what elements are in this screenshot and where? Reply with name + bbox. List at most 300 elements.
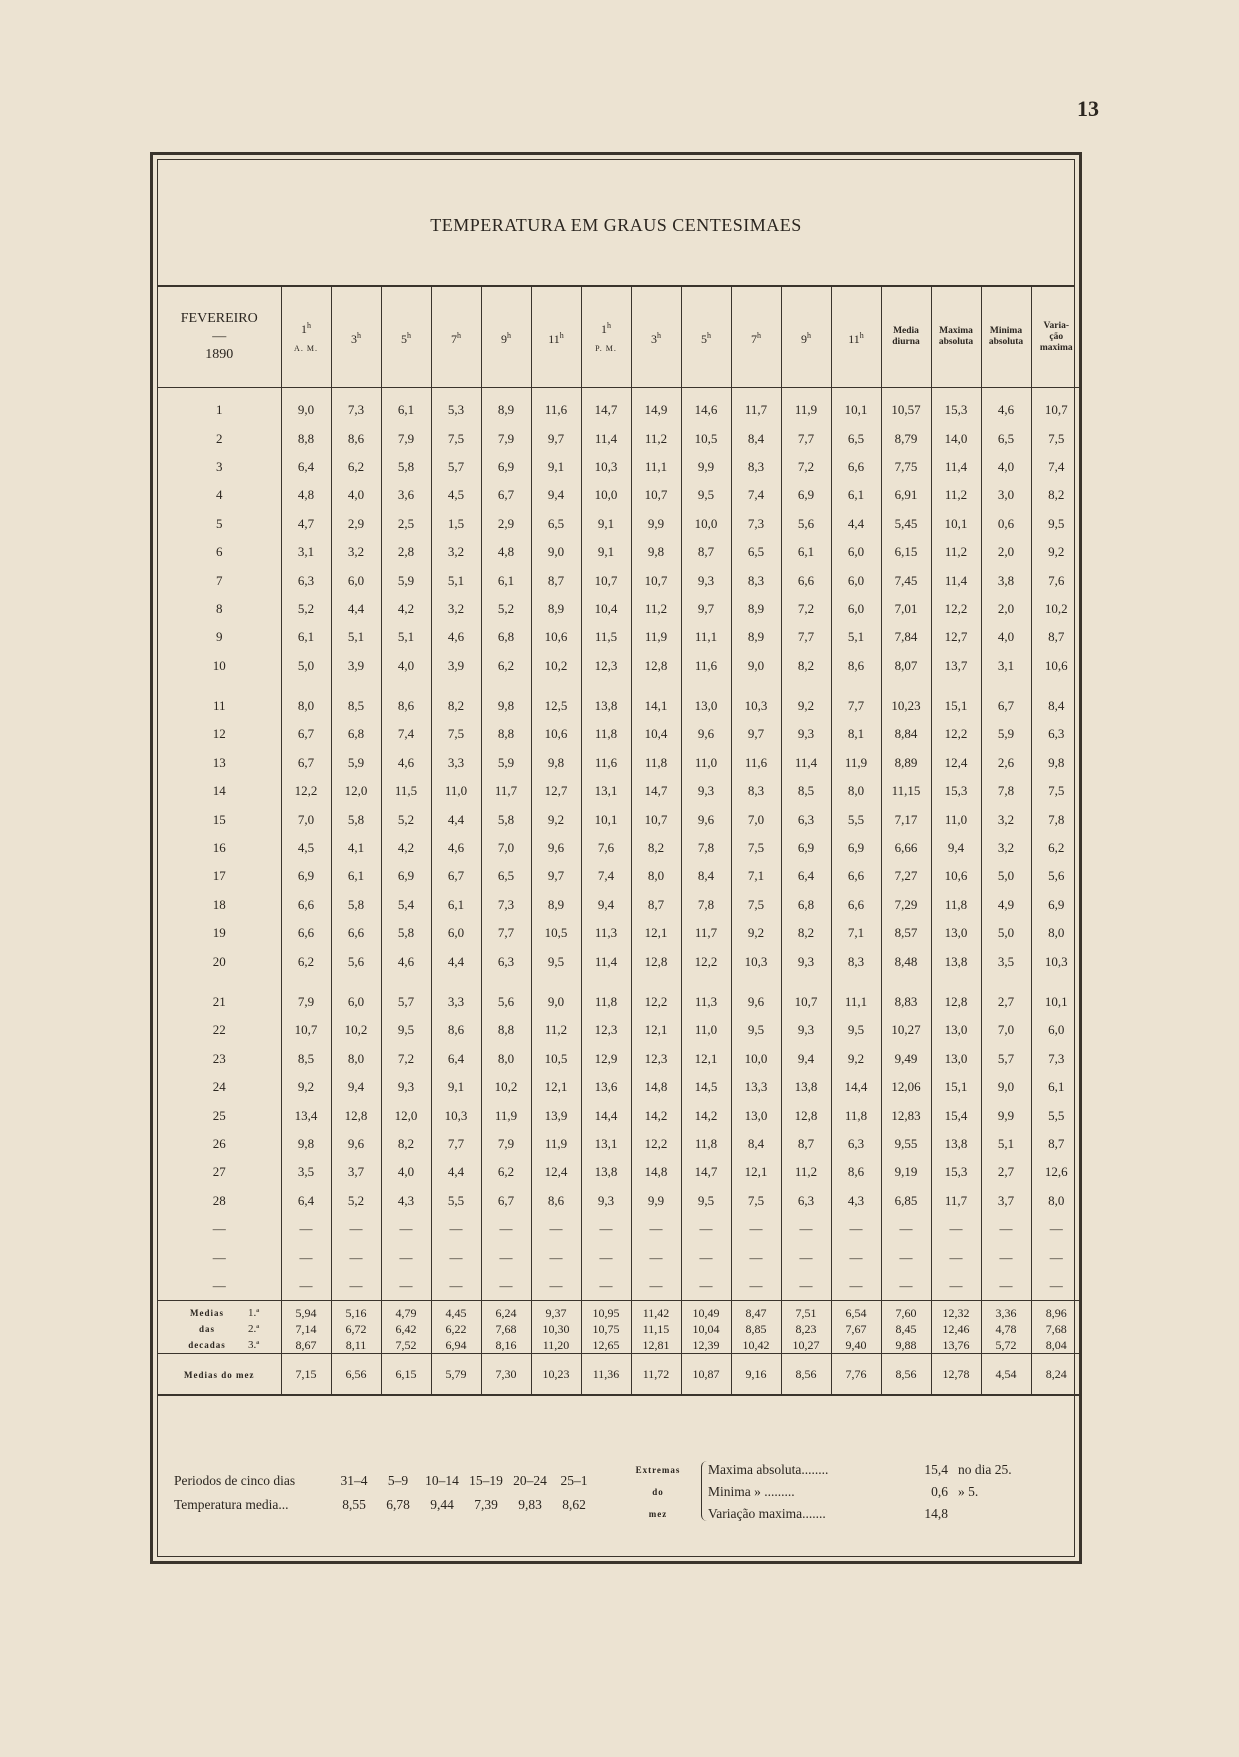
value-cell: 2,6 [981,749,1031,777]
value-cell: 4,0 [381,1158,431,1186]
value-cell: 7,5 [431,720,481,748]
value-cell: 2,0 [981,595,1031,623]
value-cell: 8,79 [881,424,931,452]
value-cell: 3,9 [431,652,481,680]
value-cell: 9,4 [531,481,581,509]
value-cell: 5,1 [331,623,381,651]
value-cell: 5,2 [481,595,531,623]
value-cell: 9,3 [381,1073,431,1101]
value-cell: 7,4 [731,481,781,509]
mez-value: 8,56 [781,1354,831,1396]
decada-value: 12,81 [631,1337,681,1354]
value-cell: — [581,1272,631,1301]
minima-absoluta-header [981,287,1031,388]
value-cell: 9,2 [281,1073,331,1101]
value-cell: 14,1 [631,692,681,720]
value-cell: 9,3 [781,720,831,748]
spacer-cell [581,388,631,397]
value-cell: — [631,1215,681,1243]
table-row [158,777,1081,805]
table-row [158,1272,1081,1301]
value-cell: 10,2 [1031,595,1081,623]
decada-row [158,1337,1081,1354]
value-cell: — [1031,1272,1081,1301]
spacer-cell [781,680,831,692]
value-cell: 14,0 [931,424,981,452]
decada-value: 4,45 [431,1301,481,1322]
mez-value: 10,87 [681,1354,731,1396]
value-cell: 4,0 [981,623,1031,651]
value-cell: 9,3 [781,1016,831,1044]
extrema-note: » 5. [958,1484,979,1499]
value-cell: 11,7 [731,396,781,424]
value-cell: 7,0 [481,834,531,862]
value-cell: 8,3 [731,777,781,805]
value-cell: 9,5 [831,1016,881,1044]
value-cell: 12,6 [1031,1158,1081,1186]
value-cell: — [681,1272,731,1301]
value-cell: 7,7 [781,623,831,651]
value-cell: 12,2 [281,777,331,805]
hour-suffix: h [357,330,361,340]
value-cell: 7,1 [731,862,781,890]
value-cell: 6,8 [331,720,381,748]
decada-value: 12,32 [931,1301,981,1322]
value-cell: — [381,1243,431,1271]
decada-label-cell [158,1321,281,1337]
table-row [158,1187,1081,1215]
decada-value: 10,95 [581,1301,631,1322]
value-cell: 10,2 [331,1016,381,1044]
value-cell: 6,1 [331,862,381,890]
value-cell: 11,8 [631,749,681,777]
value-cell: 7,7 [481,919,531,947]
periods-label: Periodos de cinco dias [174,1473,296,1488]
value-cell: 8,4 [731,424,781,452]
header-row [158,287,1081,388]
spacer-cell [881,680,931,692]
value-cell: 5,8 [381,453,431,481]
value-cell: 9,6 [681,805,731,833]
value-cell: 9,6 [331,1130,381,1158]
spacer-cell [681,388,731,397]
period-range: 10–14 [425,1473,459,1488]
value-cell: 3,9 [331,652,381,680]
value-cell: 10,1 [1031,988,1081,1016]
day-cell: 27 [212,1164,226,1180]
value-cell: 6,3 [481,947,531,975]
table-row [158,1158,1081,1186]
day-cell: 3 [216,458,223,474]
value-cell: 9,8 [481,692,531,720]
value-cell: 6,8 [781,891,831,919]
value-cell: 5,1 [431,566,481,594]
value-cell: — [481,1272,531,1301]
value-cell: 6,9 [781,834,831,862]
decada-value: 11,42 [631,1301,681,1322]
value-cell: 11,4 [781,749,831,777]
value-cell: 12,4 [931,749,981,777]
decada-value: 10,75 [581,1321,631,1337]
value-cell: 13,0 [731,1101,781,1129]
value-cell: 6,6 [831,862,881,890]
decada-value: 7,68 [481,1321,531,1337]
hour-suffix: h [657,330,661,340]
value-cell: 8,7 [1031,623,1081,651]
media-diurna-header-line: Media [893,326,919,336]
value-cell: 15,3 [931,777,981,805]
decada-value: 7,51 [781,1301,831,1322]
value-cell: 12,2 [931,720,981,748]
value-cell: 3,0 [981,481,1031,509]
period-range: 5–9 [387,1473,409,1488]
extremas-list [708,1459,1088,1525]
value-cell: 12,9 [581,1045,631,1073]
table-row [158,538,1081,566]
value-cell: 4,6 [381,749,431,777]
value-cell: 9,9 [981,1101,1031,1129]
value-cell: 3,3 [431,988,481,1016]
value-cell: 6,0 [1031,1016,1081,1044]
value-cell: 12,0 [381,1101,431,1129]
value-cell: 5,2 [381,805,431,833]
value-cell: 10,0 [681,510,731,538]
value-cell: 4,4 [431,1158,481,1186]
hour-label: 7 [751,331,757,346]
value-cell: 7,9 [481,424,531,452]
value-cell: 8,2 [781,652,831,680]
mez-value: 8,56 [881,1354,931,1396]
value-cell: 11,9 [831,749,881,777]
spacer-cell [481,976,531,988]
day-cell: — [212,1249,226,1265]
extrema-note [948,1503,1078,1525]
value-cell: 6,3 [281,566,331,594]
value-cell: — [631,1272,681,1301]
value-cell: 14,4 [581,1101,631,1129]
table-row [158,623,1081,651]
value-cell: 12,1 [531,1073,581,1101]
value-cell: 7,0 [281,805,331,833]
value-cell: 11,8 [831,1101,881,1129]
value-cell: 6,9 [831,834,881,862]
minima-absoluta-header-line: Minima [989,326,1023,336]
value-cell: 12,1 [681,1045,731,1073]
value-cell: 9,8 [631,538,681,566]
value-cell: 13,0 [681,692,731,720]
hour-header [831,287,881,388]
mez-value: 4,54 [981,1354,1031,1396]
value-cell: — [1031,1215,1081,1243]
day-cell: 16 [212,840,226,856]
spacer-cell [781,976,831,988]
value-cell: 10,7 [631,805,681,833]
value-cell: 7,3 [481,891,531,919]
value-cell: 8,8 [281,424,331,452]
value-cell: 3,2 [431,538,481,566]
decada-value: 6,24 [481,1301,531,1322]
spacer-cell [281,388,331,397]
value-cell: 10,7 [581,566,631,594]
value-cell: 10,1 [581,805,631,833]
value-cell: 8,4 [1031,692,1081,720]
decada-value: 6,94 [431,1337,481,1354]
value-cell: 4,7 [281,510,331,538]
value-cell: 9,3 [681,566,731,594]
value-cell: 11,5 [381,777,431,805]
spacer-cell [531,976,581,988]
value-cell: — [1031,1243,1081,1271]
extrema-label: Maxima absoluta........ [708,1462,829,1477]
value-cell: 9,5 [731,1016,781,1044]
value-cell: 6,1 [1031,1073,1081,1101]
value-cell: 4,8 [281,481,331,509]
decada-value: 9,37 [531,1301,581,1322]
decada-value: 10,27 [781,1337,831,1354]
mez-label-cell [158,1354,281,1396]
spacer-cell [431,388,481,397]
value-cell: 6,5 [731,538,781,566]
value-cell: — [281,1243,331,1271]
value-cell: — [381,1272,431,1301]
value-cell: 8,5 [281,1045,331,1073]
value-cell: 5,1 [381,623,431,651]
day-cell: 8 [216,600,223,616]
hour-suffix: h [707,330,711,340]
value-cell: — [631,1243,681,1271]
decada-value: 10,49 [681,1301,731,1322]
value-cell: — [331,1215,381,1243]
footer [168,1455,1064,1555]
value-cell: 5,9 [381,566,431,594]
value-cell: 5,8 [331,805,381,833]
value-cell: 6,8 [481,623,531,651]
extrema-value: 15,4 [924,1462,948,1477]
value-cell: 6,85 [881,1187,931,1215]
value-cell: 6,7 [481,481,531,509]
decada-value: 8,23 [781,1321,831,1337]
value-cell: 11,1 [681,623,731,651]
value-cell: — [381,1215,431,1243]
table-row [158,1045,1081,1073]
day-cell: 18 [212,896,226,912]
value-cell: 4,2 [381,834,431,862]
decada-ordinal: 3.ª [248,1339,260,1352]
value-cell: 6,4 [781,862,831,890]
hour-label: 11 [548,331,560,346]
value-cell: 4,3 [831,1187,881,1215]
variacao-maxima-header-line: ção [1049,331,1064,342]
value-cell: 10,4 [631,720,681,748]
period-media-value: 6,78 [386,1497,410,1512]
spacer-cell [681,976,731,988]
media-diurna-header-line: diurna [892,337,920,347]
spacer-cell [881,976,931,988]
value-cell: 11,3 [581,919,631,947]
spacer-cell [981,976,1031,988]
value-cell: 12,1 [631,919,681,947]
decada-value: 10,30 [531,1321,581,1337]
value-cell: 11,9 [631,623,681,651]
extrema-row [708,1503,1088,1525]
value-cell: 8,83 [881,988,931,1016]
spacer-cell [831,976,881,988]
value-cell: — [881,1272,931,1301]
value-cell: 9,4 [581,891,631,919]
value-cell: 5,8 [381,919,431,947]
value-cell: 9,6 [731,988,781,1016]
value-cell: 8,3 [731,453,781,481]
spacer-cell [281,680,331,692]
table-row [158,595,1081,623]
value-cell: 4,6 [981,396,1031,424]
value-cell: 7,9 [481,1130,531,1158]
value-cell: 11,6 [681,652,731,680]
value-cell: 5,6 [781,510,831,538]
value-cell: 9,3 [781,947,831,975]
day-cell: 20 [212,953,226,969]
value-cell: 11,0 [431,777,481,805]
value-cell: 7,4 [381,720,431,748]
value-cell: 3,2 [981,805,1031,833]
day-cell: 10 [212,657,226,673]
value-cell: 12,4 [531,1158,581,1186]
value-cell: 2,9 [331,510,381,538]
value-cell: — [481,1215,531,1243]
day-cell: 12 [212,726,226,742]
hour-suffix: h [307,321,311,330]
value-cell: 11,0 [681,1016,731,1044]
value-cell: 9,0 [531,538,581,566]
value-cell: 11,2 [781,1158,831,1186]
value-cell: 11,2 [531,1016,581,1044]
spacer-cell [531,680,581,692]
value-cell: 6,0 [831,595,881,623]
value-cell: 10,7 [281,1016,331,1044]
value-cell: — [831,1272,881,1301]
value-cell: 6,2 [1031,834,1081,862]
extrema-label: Variação maxima....... [708,1506,826,1521]
value-cell: 11,5 [581,623,631,651]
decada-value: 8,04 [1031,1337,1081,1354]
value-cell: 9,6 [681,720,731,748]
value-cell: 3,3 [431,749,481,777]
value-cell: 8,6 [431,1016,481,1044]
periods-media-row [174,1493,604,1517]
decada-value: 6,54 [831,1301,881,1322]
mez-value: 11,72 [631,1354,681,1396]
value-cell: 5,4 [381,891,431,919]
value-cell: 6,5 [981,424,1031,452]
value-cell: 11,1 [631,453,681,481]
hour-header [281,287,331,388]
value-cell: 7,27 [881,862,931,890]
spacer-cell [981,680,1031,692]
day-cell: 5 [216,515,223,531]
extremas-label [618,1459,698,1525]
value-cell: 12,2 [631,988,681,1016]
value-cell: 12,06 [881,1073,931,1101]
value-cell: 11,7 [481,777,531,805]
value-cell: 8,48 [881,947,931,975]
period-range: 20–24 [513,1473,547,1488]
decada-value: 6,22 [431,1321,481,1337]
value-cell: 9,1 [581,538,631,566]
day-cell: — [212,1277,226,1293]
value-cell: 8,2 [1031,481,1081,509]
value-cell: 8,0 [1031,1187,1081,1215]
table-row [158,396,1081,424]
value-cell: 4,4 [431,805,481,833]
value-cell: 10,6 [531,623,581,651]
value-cell: 12,7 [931,623,981,651]
extrema-label: Minima » ......... [708,1484,795,1499]
hour-header [781,287,831,388]
value-cell: 6,6 [331,919,381,947]
spacer-cell [431,680,481,692]
hour-label: 1 [301,322,307,336]
table-row [158,652,1081,680]
spacer-cell [331,680,381,692]
spacer-cell [431,976,481,988]
day-cell: 2 [216,430,223,446]
value-cell: 6,66 [881,834,931,862]
value-cell: 9,1 [581,510,631,538]
value-cell: 6,0 [831,566,881,594]
spacer-cell [731,976,781,988]
value-cell: 11,9 [481,1101,531,1129]
value-cell: — [981,1215,1031,1243]
value-cell: 9,2 [731,919,781,947]
value-cell: 3,8 [981,566,1031,594]
day-cell: 9 [216,629,223,645]
value-cell: 8,4 [731,1130,781,1158]
value-cell: 10,2 [481,1073,531,1101]
value-cell: 11,4 [581,424,631,452]
decada-label: das [198,1324,215,1335]
value-cell: 6,9 [781,481,831,509]
value-cell: 6,3 [781,1187,831,1215]
decada-label-cell [158,1337,281,1354]
spacer-cell [581,976,631,988]
value-cell: — [431,1272,481,1301]
spacer-cell [631,388,681,397]
mez-value: 7,76 [831,1354,881,1396]
day-cell: 19 [212,925,226,941]
decada-value: 7,60 [881,1301,931,1322]
spacer-cell [781,388,831,397]
value-cell: 7,75 [881,453,931,481]
spacer-cell [631,976,681,988]
value-cell: 9,5 [681,1187,731,1215]
value-cell: 10,0 [731,1045,781,1073]
period-media-value: 9,44 [430,1497,454,1512]
hour-label: 7 [451,331,457,346]
value-cell: 6,7 [281,749,331,777]
value-cell: — [781,1215,831,1243]
value-cell: 14,7 [631,777,681,805]
value-cell: 8,4 [681,862,731,890]
spacer-cell [381,680,431,692]
mez-value: 5,79 [431,1354,481,1396]
value-cell: — [981,1243,1031,1271]
spacer-cell [281,976,331,988]
value-cell: 10,4 [581,595,631,623]
value-cell: 14,8 [631,1073,681,1101]
value-cell: 12,0 [331,777,381,805]
hour-header [481,287,531,388]
value-cell: 1,5 [431,510,481,538]
